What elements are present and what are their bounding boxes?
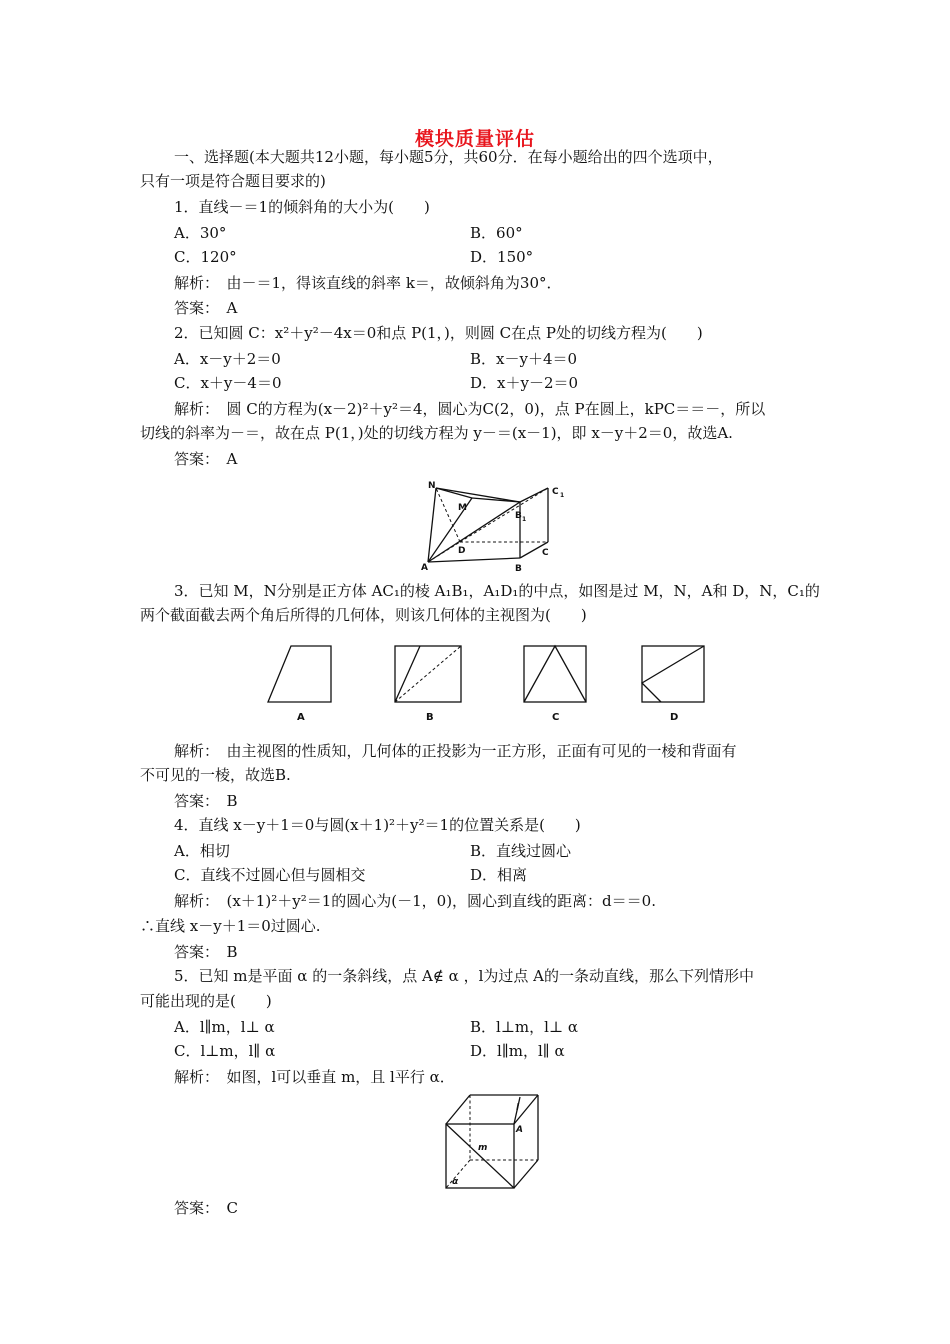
- q2-analysis-line1: 解析： 圆 C的方程为(x－2)²＋y²＝4，圆心为C(2，0)，点 P在圆上，kPC＝＝－，所以: [174, 400, 766, 418]
- q3-option-figure-a: [267, 645, 337, 725]
- label-c: C: [542, 548, 549, 558]
- section-intro-line1: 一、选择题(本大题共12小题，每小题5分，共60分．在每小题给出的四个选项中，: [174, 148, 723, 166]
- q1-stem: 1．直线－＝1的倾斜角的大小为( ): [174, 198, 430, 216]
- q4-analysis-line2: ∴直线 x－y＋1＝0过圆心.: [140, 917, 321, 935]
- page-title: 模块质量评估: [414, 128, 535, 150]
- q5-option-d: D．l∥m，l∥ α: [470, 1042, 565, 1060]
- q5-stem-line2: 可能出现的是( ): [140, 992, 272, 1010]
- label-l: l: [516, 1103, 520, 1113]
- q3-option-label-a: A: [297, 712, 305, 723]
- q3-option-figure-c: [523, 645, 593, 725]
- q2-answer: 答案： A: [174, 450, 238, 468]
- q3-analysis-line2: 不可见的一棱，故选B.: [140, 766, 291, 784]
- label-n: N: [428, 481, 436, 491]
- q4-analysis-line1: 解析： (x＋1)²＋y²＝1的圆心为(－1，0)，圆心到直线的距离：d＝＝0.: [174, 892, 656, 910]
- q3-stem-line2: 两个截面截去两个角后所得的几何体，则该几何体的主视图为( ): [140, 606, 587, 624]
- q1-option-c: C．120°: [174, 248, 237, 266]
- q1-option-a: A．30°: [174, 224, 227, 242]
- q4-answer: 答案： B: [174, 943, 238, 961]
- q3-option-figure-d: [641, 645, 711, 725]
- label-c1: C: [552, 487, 559, 497]
- q4-stem: 4．直线 x－y＋1＝0与圆(x＋1)²＋y²＝1的位置关系是( ): [174, 816, 581, 834]
- q3-option-figure-b: [394, 645, 464, 725]
- q3-option-label-b: B: [426, 712, 434, 723]
- q2-analysis-line2: 切线的斜率为－＝，故在点 P(1，)处的切线方程为 y－＝(x－1)，即 x－y＋2＝0，故选A.: [140, 424, 733, 442]
- label-a: A: [421, 563, 428, 573]
- q5-cube-figure: [440, 1092, 550, 1192]
- q5-stem-line1: 5．已知 m是平面 α 的一条斜线，点 A∉ α ，l为过点 A的一条动直线，那么下列情形中: [174, 967, 754, 985]
- q3-analysis-line1: 解析： 由主视图的性质知，几何体的正投影为一正方形，正面有可见的一棱和背面有: [174, 742, 737, 760]
- q1-option-b: B．60°: [470, 224, 523, 242]
- q2-option-c: C．x＋y－4＝0: [174, 374, 282, 392]
- q2-option-b: B．x－y＋4＝0: [470, 350, 578, 368]
- label-a-point: A: [516, 1125, 523, 1135]
- q1-answer: 答案： A: [174, 299, 238, 317]
- q4-option-c: C．直线不过圆心但与圆相交: [174, 866, 366, 884]
- q3-answer: 答案： B: [174, 792, 238, 810]
- section-intro-line2: 只有一项是符合题目要求的): [140, 172, 326, 190]
- q4-option-b: B．直线过圆心: [470, 842, 572, 860]
- q5-answer: 答案： C: [174, 1199, 238, 1217]
- q4-option-d: D．相离: [470, 866, 528, 884]
- q3-option-label-d: D: [670, 712, 679, 723]
- label-alpha-plane: α: [452, 1177, 459, 1187]
- q5-option-a: A．l∥m，l⊥ α: [174, 1018, 275, 1036]
- label-m-line: m: [478, 1143, 488, 1153]
- q2-option-d: D．x＋y－2＝0: [470, 374, 579, 392]
- q3-solid-figure: [420, 476, 570, 576]
- q5-option-c: C．l⊥m，l∥ α: [174, 1042, 276, 1060]
- label-b1-sub: 1: [522, 516, 527, 523]
- label-d: D: [458, 546, 466, 556]
- q1-analysis: 解析： 由－＝1，得该直线的斜率 k＝，故倾斜角为30°．: [174, 274, 562, 292]
- label-c1-sub: 1: [560, 492, 565, 499]
- q3-option-label-c: C: [552, 712, 560, 723]
- q5-option-b: B．l⊥m，l⊥ α: [470, 1018, 578, 1036]
- q3-stem-line1: 3．已知 M，N分别是正方体 AC₁的棱 A₁B₁，A₁D₁的中点，如图是过 M，N，A和 D，N，C₁的: [174, 582, 820, 600]
- q5-analysis: 解析： 如图，l可以垂直 m，且 l平行 α．: [174, 1068, 455, 1086]
- label-b1: B: [515, 511, 522, 521]
- label-b: B: [515, 564, 522, 574]
- q2-stem: 2．已知圆 C：x²＋y²－4x＝0和点 P(1，)，则圆 C在点 P处的切线方程为( ): [174, 324, 703, 342]
- q1-option-d: D．150°: [470, 248, 534, 266]
- q4-option-a: A．相切: [174, 842, 230, 860]
- label-m: M: [458, 503, 467, 513]
- q2-option-a: A．x－y＋2＝0: [174, 350, 281, 368]
